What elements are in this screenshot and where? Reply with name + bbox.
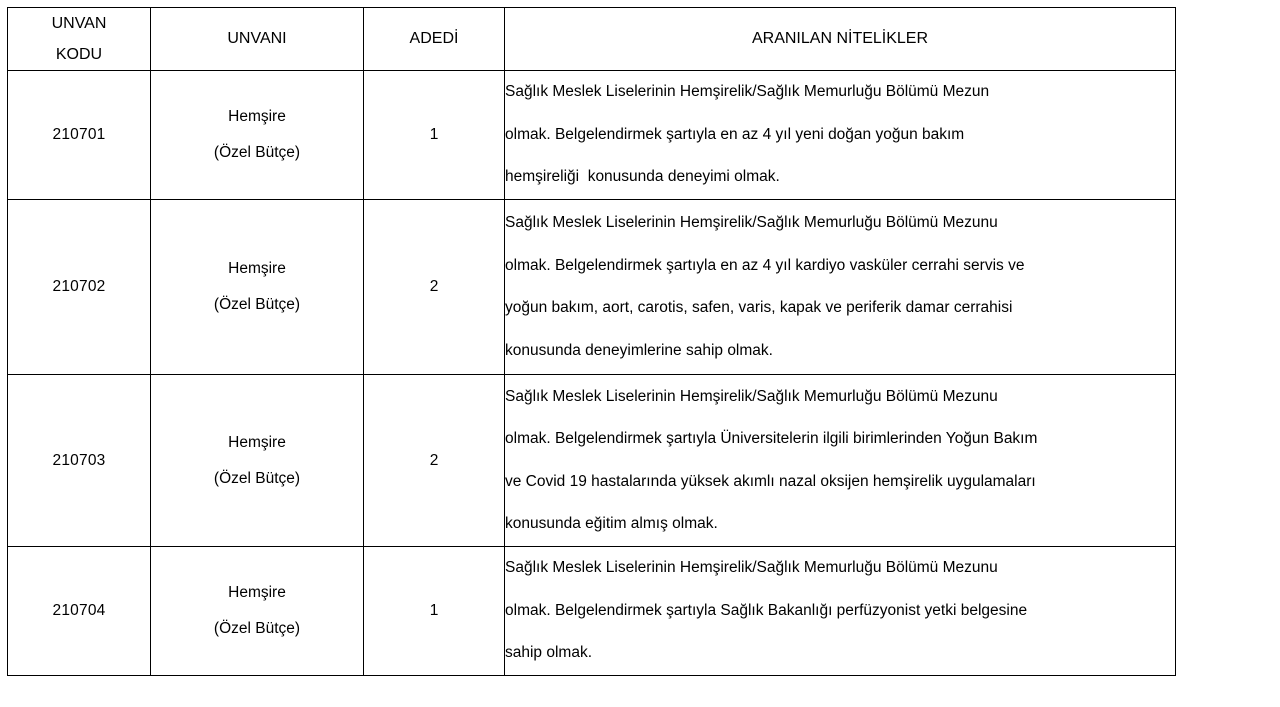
qualification-line: yoğun bakım, aort, carotis, safen, varis, kapak ve periferik damar cerrahisi [505, 299, 1013, 316]
table-header-row [8, 8, 1176, 71]
column-header-adedi: ADEDİ [364, 8, 505, 71]
cell-adedi: 2 [364, 375, 505, 547]
qualification-line: olmak. Belgelendirmek şartıyla en az 4 yıl kardiyo vasküler cerrahi servis ve [505, 256, 1025, 274]
qualification-line: Sağlık Meslek Liselerinin Hemşirelik/Sağlık Memurluğu Bölümü Mezun [505, 83, 990, 101]
column-header-unvan-kodu-line2: KODU [55, 46, 103, 63]
column-header-aranilan-nitelikler: ARANILAN NİTELİKLER [505, 8, 1176, 71]
cell-unvan-kodu: 210701 [8, 71, 151, 200]
cell-unvani-line1: Hemşire [228, 433, 286, 451]
qualification-text [505, 202, 1175, 372]
qualification-text [505, 71, 1175, 199]
cell-unvan-kodu: 210703 [8, 375, 151, 547]
qualification-line: Sağlık Meslek Liselerinin Hemşirelik/Sağlık Memurluğu Bölümü Mezunu [505, 387, 998, 405]
table-row [8, 71, 1176, 200]
cell-unvani-line2: (Özel Bütçe) [213, 469, 301, 487]
cell-aranilan-nitelikler [505, 200, 1176, 375]
qualification-text [505, 547, 1175, 675]
column-header-unvan-kodu [8, 8, 151, 71]
cell-unvan-kodu: 210702 [8, 200, 151, 375]
cell-unvani-line1: Hemşire [228, 260, 286, 277]
table-row [8, 547, 1176, 676]
cell-adedi: 1 [364, 71, 505, 200]
job-positions-table [7, 7, 1176, 676]
table-row [8, 375, 1176, 547]
cell-unvani [151, 375, 364, 547]
cell-unvani [151, 200, 364, 375]
cell-unvani-line2: (Özel Bütçe) [213, 144, 301, 161]
qualification-line: ve Covid 19 hastalarında yüksek akımlı nazal oksijen hemşirelik uygulamaları [505, 472, 1036, 490]
qualification-line: olmak. Belgelendirmek şartıyla en az 4 yıl yeni doğan yoğun bakım [505, 125, 965, 143]
cell-unvani [151, 71, 364, 200]
cell-unvani-line1: Hemşire [228, 584, 286, 601]
qualification-line: Sağlık Meslek Liselerinin Hemşirelik/Sağlık Memurluğu Bölümü Mezunu [505, 559, 998, 577]
cell-unvan-kodu: 210704 [8, 547, 151, 676]
table-body [8, 71, 1176, 676]
cell-unvani [151, 547, 364, 676]
cell-adedi: 1 [364, 547, 505, 676]
cell-aranilan-nitelikler [505, 71, 1176, 200]
qualification-line: olmak. Belgelendirmek şartıyla Sağlık Bakanlığı perfüzyonist yetki belgesine [505, 601, 1028, 619]
qualification-line: olmak. Belgelendirmek şartıyla Üniversitelerin ilgili birimlerinden Yoğun Bakım [505, 430, 1038, 447]
cell-adedi: 2 [364, 200, 505, 375]
qualification-line: hemşireliği konusunda deneyimi olmak. [505, 168, 780, 186]
qualification-line: konusunda deneyimlerine sahip olmak. [505, 341, 773, 359]
qualification-line: konusunda eğitim almış olmak. [505, 515, 718, 532]
column-header-unvani: UNVANI [151, 8, 364, 71]
cell-unvani-line2: (Özel Bütçe) [213, 620, 301, 637]
qualification-line: Sağlık Meslek Liselerinin Hemşirelik/Sağlık Memurluğu Bölümü Mezunu [505, 214, 998, 231]
cell-aranilan-nitelikler [505, 547, 1176, 676]
cell-unvani-line2: (Özel Bütçe) [213, 296, 301, 313]
qualification-text [505, 376, 1175, 546]
cell-unvani-line1: Hemşire [228, 108, 286, 125]
cell-aranilan-nitelikler [505, 375, 1176, 547]
column-header-unvan-kodu-line1: UNVAN [51, 15, 107, 32]
qualification-line: sahip olmak. [505, 644, 593, 662]
table-row [8, 200, 1176, 375]
